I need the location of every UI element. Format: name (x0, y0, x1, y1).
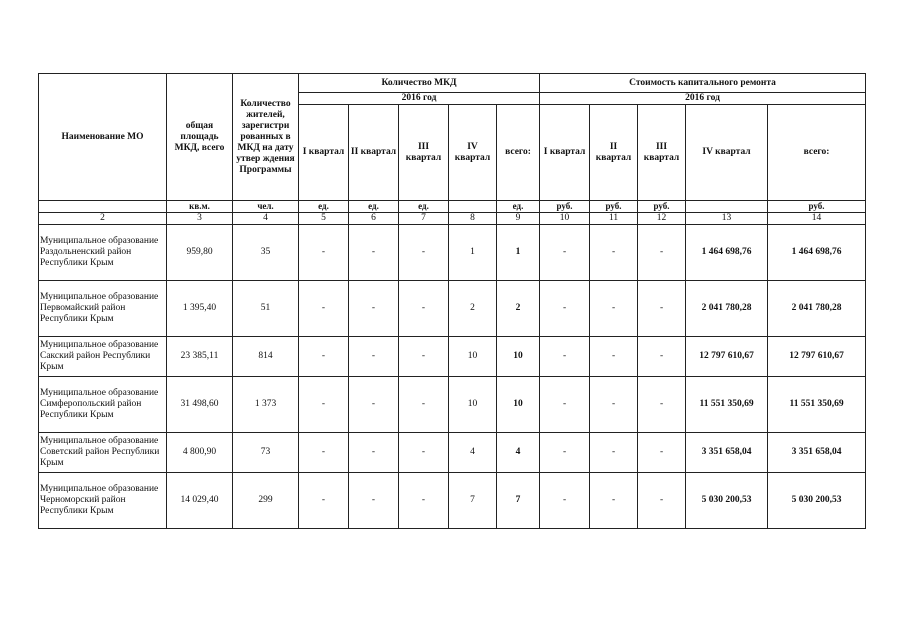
mkd-total-cell: 10 (497, 377, 540, 433)
cost-q1-cell: - (540, 281, 590, 337)
mkd-q3-cell: - (399, 337, 449, 377)
mkd-q3-cell: - (399, 433, 449, 473)
unit-cell: кв.м. (167, 201, 233, 213)
header-cost-q4: IV квартал (686, 105, 768, 201)
area-cell: 959,80 (167, 225, 233, 281)
mkd-total-cell: 4 (497, 433, 540, 473)
mkd-q2-cell: - (349, 225, 399, 281)
header-cost-q1: I квартал (540, 105, 590, 201)
mkd-total-cell: 10 (497, 337, 540, 377)
residents-cell: 35 (233, 225, 299, 281)
cost-total-cell: 1 464 698,76 (768, 225, 866, 281)
residents-cell: 1 373 (233, 377, 299, 433)
column-number: 7 (399, 213, 449, 225)
mkd-q1-cell: - (299, 433, 349, 473)
table-row (39, 377, 866, 433)
unit-cell: руб. (768, 201, 866, 213)
cost-q2-cell: - (590, 337, 638, 377)
header-area: общая площадь МКД, всего (167, 74, 233, 201)
mkd-q4-cell: 7 (449, 473, 497, 529)
mkd-q2-cell: - (349, 377, 399, 433)
unit-cell (686, 201, 768, 213)
header-mkd-total: всего: (497, 105, 540, 201)
cost-q1-cell: - (540, 377, 590, 433)
cost-q4-cell: 1 464 698,76 (686, 225, 768, 281)
column-number: 11 (590, 213, 638, 225)
table-row (39, 225, 866, 281)
residents-cell: 814 (233, 337, 299, 377)
mkd-q2-cell: - (349, 473, 399, 529)
mkd-q1-cell: - (299, 225, 349, 281)
capital-repair-table (38, 73, 866, 529)
header-cost-total: всего: (768, 105, 866, 201)
mkd-total-cell: 1 (497, 225, 540, 281)
column-number: 6 (349, 213, 399, 225)
column-number: 14 (768, 213, 866, 225)
cost-total-cell: 3 351 658,04 (768, 433, 866, 473)
column-number: 9 (497, 213, 540, 225)
mkd-q4-cell: 2 (449, 281, 497, 337)
column-number: 5 (299, 213, 349, 225)
mkd-total-cell: 7 (497, 473, 540, 529)
unit-cell: руб. (590, 201, 638, 213)
cost-q2-cell: - (590, 281, 638, 337)
cost-q4-cell: 3 351 658,04 (686, 433, 768, 473)
column-number: 4 (233, 213, 299, 225)
cost-q4-cell: 12 797 610,67 (686, 337, 768, 377)
mkd-q4-cell: 10 (449, 337, 497, 377)
residents-cell: 299 (233, 473, 299, 529)
unit-cell: чел. (233, 201, 299, 213)
unit-cell: ед. (349, 201, 399, 213)
column-number: 12 (638, 213, 686, 225)
unit-cell (449, 201, 497, 213)
column-number: 8 (449, 213, 497, 225)
mkd-q2-cell: - (349, 281, 399, 337)
cost-q3-cell: - (638, 337, 686, 377)
mkd-total-cell: 2 (497, 281, 540, 337)
mkd-q3-cell: - (399, 225, 449, 281)
header-year-mkd: 2016 год (299, 93, 540, 105)
mkd-q1-cell: - (299, 281, 349, 337)
header-mkd-count: Количество МКД (299, 74, 540, 93)
mkd-q2-cell: - (349, 337, 399, 377)
column-number: 2 (39, 213, 167, 225)
header-cost-q3: III квартал (638, 105, 686, 201)
cost-q3-cell: - (638, 225, 686, 281)
mkd-q2-cell: - (349, 433, 399, 473)
mkd-q3-cell: - (399, 281, 449, 337)
area-cell: 4 800,90 (167, 433, 233, 473)
cost-q1-cell: - (540, 225, 590, 281)
table-row (39, 473, 866, 529)
mkd-q1-cell: - (299, 377, 349, 433)
mkd-q4-cell: 1 (449, 225, 497, 281)
header-mkd-q4: IV квартал (449, 105, 497, 201)
cost-q1-cell: - (540, 433, 590, 473)
mkd-q1-cell: - (299, 473, 349, 529)
table-row (39, 337, 866, 377)
mo-name-cell: Муниципальное образование Раздольненский район Республики Крым (39, 225, 167, 281)
header-year-cost: 2016 год (540, 93, 866, 105)
mkd-q4-cell: 10 (449, 377, 497, 433)
mo-name-cell: Муниципальное образование Симферопольский район Республики Крым (39, 377, 167, 433)
residents-cell: 51 (233, 281, 299, 337)
area-cell: 31 498,60 (167, 377, 233, 433)
mkd-q3-cell: - (399, 473, 449, 529)
table-row (39, 281, 866, 337)
area-cell: 14 029,40 (167, 473, 233, 529)
mkd-q4-cell: 4 (449, 433, 497, 473)
column-numbers-row (39, 213, 866, 225)
header-residents: Количество жителей, зарегистри рованных в МКД на дату утвер ждения Программы (233, 74, 299, 201)
mkd-q3-cell: - (399, 377, 449, 433)
cost-total-cell: 11 551 350,69 (768, 377, 866, 433)
unit-cell: руб. (638, 201, 686, 213)
header-cost-q2: II квартал (590, 105, 638, 201)
cost-total-cell: 2 041 780,28 (768, 281, 866, 337)
cost-q4-cell: 5 030 200,53 (686, 473, 768, 529)
cost-q2-cell: - (590, 377, 638, 433)
mo-name-cell: Муниципальное образование Черноморский район Республики Крым (39, 473, 167, 529)
table-row (39, 433, 866, 473)
header-mkd-q2: II квартал (349, 105, 399, 201)
unit-cell: руб. (540, 201, 590, 213)
area-cell: 1 395,40 (167, 281, 233, 337)
header-mkd-q1: I квартал (299, 105, 349, 201)
mo-name-cell: Муниципальное образование Первомайский район Республики Крым (39, 281, 167, 337)
cost-q4-cell: 11 551 350,69 (686, 377, 768, 433)
units-row (39, 201, 866, 213)
cost-q3-cell: - (638, 433, 686, 473)
header-mo-name: Наименование МО (39, 74, 167, 201)
header-mkd-q3: III квартал (399, 105, 449, 201)
cost-q2-cell: - (590, 225, 638, 281)
column-number: 13 (686, 213, 768, 225)
cost-q3-cell: - (638, 281, 686, 337)
cost-q4-cell: 2 041 780,28 (686, 281, 768, 337)
cost-q2-cell: - (590, 473, 638, 529)
header-repair-cost: Стоимость капитального ремонта (540, 74, 866, 93)
mo-name-cell: Муниципальное образование Советский район Республики Крым (39, 433, 167, 473)
unit-cell (39, 201, 167, 213)
cost-q3-cell: - (638, 473, 686, 529)
mkd-q1-cell: - (299, 337, 349, 377)
mo-name-cell: Муниципальное образование Сакский район Республики Крым (39, 337, 167, 377)
unit-cell: ед. (399, 201, 449, 213)
cost-q3-cell: - (638, 377, 686, 433)
cost-q1-cell: - (540, 473, 590, 529)
unit-cell: ед. (497, 201, 540, 213)
data-rows (39, 225, 866, 529)
column-number: 10 (540, 213, 590, 225)
cost-q1-cell: - (540, 337, 590, 377)
residents-cell: 73 (233, 433, 299, 473)
cost-total-cell: 5 030 200,53 (768, 473, 866, 529)
cost-q2-cell: - (590, 433, 638, 473)
cost-total-cell: 12 797 610,67 (768, 337, 866, 377)
column-number: 3 (167, 213, 233, 225)
area-cell: 23 385,11 (167, 337, 233, 377)
unit-cell: ед. (299, 201, 349, 213)
